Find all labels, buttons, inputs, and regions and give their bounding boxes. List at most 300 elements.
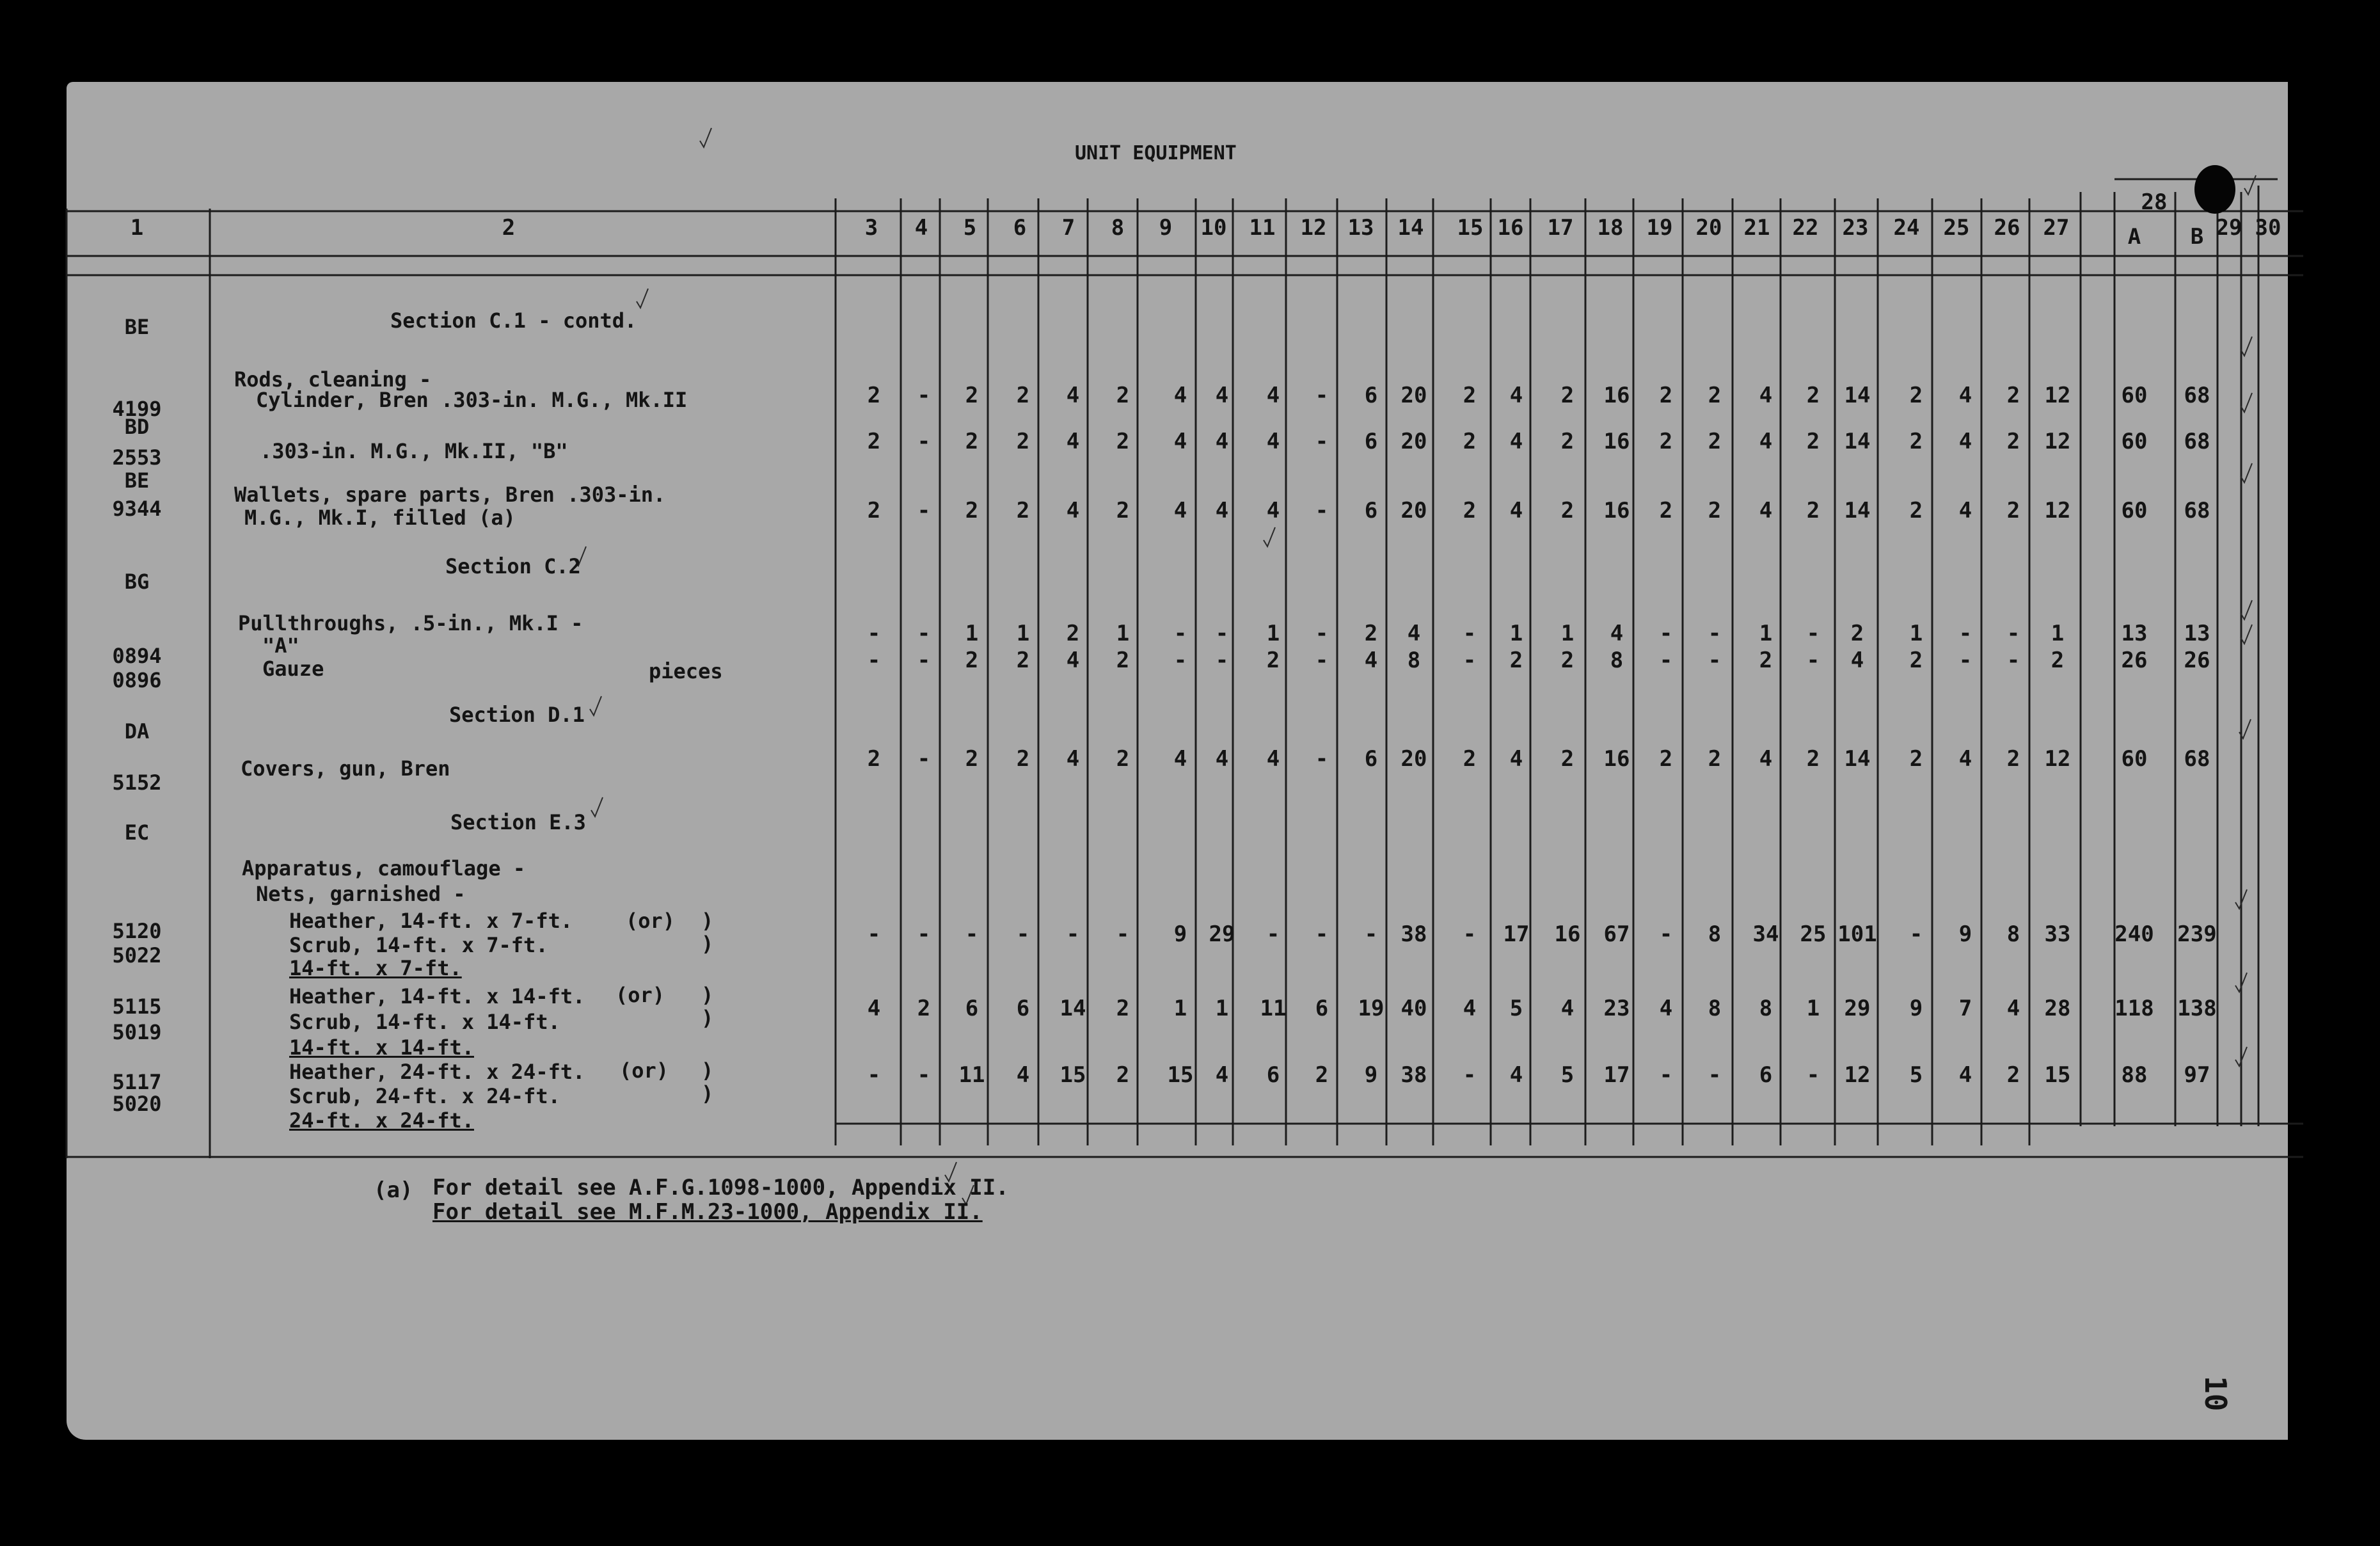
cell-value: 4 <box>1066 498 1080 523</box>
cell-value: 2 <box>1463 746 1477 772</box>
cell-value: - <box>2006 621 2020 646</box>
row-code: EC <box>124 820 150 845</box>
cell-value: 2 <box>2006 1062 2020 1088</box>
cell-value: 11 <box>958 1062 985 1088</box>
cell-value: 4 <box>1759 746 1773 772</box>
cell-value: - <box>1806 648 1820 673</box>
row-label: Apparatus, camouflage - <box>242 856 526 881</box>
column-header-28: 28 <box>2141 189 2168 215</box>
cell-value: 9 <box>1909 996 1923 1021</box>
cell-value: 2 <box>1806 498 1820 523</box>
cell-value: 5 <box>1509 996 1523 1021</box>
row-code: 5019 <box>112 1020 162 1044</box>
column-header-22: 22 <box>1792 215 1819 241</box>
row-code: 9344 <box>112 497 162 521</box>
cell-value: 2 <box>867 429 881 454</box>
cell-value: 11 <box>1260 996 1287 1021</box>
cell-value: 28 <box>2044 996 2071 1021</box>
row-label: 14-ft. x 7-ft. <box>289 956 462 980</box>
cell-value: 2 <box>1560 429 1575 454</box>
row-code: 2553 <box>112 445 162 470</box>
cell-value: - <box>1659 621 1673 646</box>
cell-value: 2 <box>1116 1062 1130 1088</box>
cell-value: 6 <box>1364 429 1378 454</box>
cell-value: 16 <box>1603 746 1630 772</box>
footnote-line-1: For detail see A.F.G.1098-1000, Appendix II. <box>432 1175 1009 1200</box>
row-label: M.G., Mk.I, filled (a) <box>244 506 516 530</box>
cell-value: 60 <box>2121 383 2148 408</box>
cell-value: 7 <box>1958 996 1972 1021</box>
cell-value: 14 <box>1844 429 1871 454</box>
cell-value: 2 <box>1909 383 1923 408</box>
cell-value: 17 <box>1603 1062 1630 1088</box>
cell-value: - <box>917 1062 931 1088</box>
row-code: BG <box>124 570 150 594</box>
cell-value: - <box>1266 921 1280 947</box>
cell-value: 2 <box>1708 746 1722 772</box>
cell-value: 4 <box>1958 1062 1972 1088</box>
row-code: 0896 <box>112 668 162 692</box>
cell-value: 2 <box>1116 996 1130 1021</box>
cell-value: 14 <box>1844 498 1871 523</box>
row-code: 5022 <box>112 943 162 968</box>
row-code: BE <box>124 468 150 493</box>
cell-value: 20 <box>1400 498 1427 523</box>
column-header-25: 25 <box>1943 215 1970 241</box>
row-code: BE <box>124 315 150 339</box>
column-header-23: 23 <box>1842 215 1869 241</box>
cell-value: 2 <box>1560 498 1575 523</box>
cell-value: 138 <box>2177 996 2217 1021</box>
cell-value: 2 <box>1463 429 1477 454</box>
cell-value: 17 <box>1503 921 1530 947</box>
row-label: Section E.3 <box>450 810 586 834</box>
cell-value: 26 <box>2184 648 2210 673</box>
column-header-9: 9 <box>1159 215 1173 241</box>
bracket: ) <box>701 1081 714 1106</box>
cell-value: 239 <box>2177 921 2217 947</box>
cell-value: - <box>917 921 931 947</box>
cell-value: 23 <box>1603 996 1630 1021</box>
cell-value: - <box>1016 921 1030 947</box>
cell-value: - <box>1708 1062 1722 1088</box>
cell-value: - <box>1659 921 1673 947</box>
cell-value: 8 <box>1708 996 1722 1021</box>
row-label: Cylinder, Bren .303-in. M.G., Mk.II <box>256 388 688 412</box>
cell-value: - <box>1215 621 1229 646</box>
cell-value: - <box>867 648 881 673</box>
cell-value: 4 <box>1659 996 1673 1021</box>
cell-value: 40 <box>1400 996 1427 1021</box>
cell-value: 4 <box>1463 996 1477 1021</box>
column-header-17: 17 <box>1547 215 1574 241</box>
row-label: Nets, garnished - <box>256 882 466 906</box>
cell-value: - <box>917 648 931 673</box>
cell-value: 33 <box>2044 921 2071 947</box>
cell-value: 2 <box>1266 648 1280 673</box>
cell-value: 4 <box>1759 383 1773 408</box>
cell-value: 4 <box>1509 498 1523 523</box>
cell-value: 2 <box>1850 621 1864 646</box>
cell-value: 4 <box>1266 498 1280 523</box>
cell-value: 2 <box>2006 746 2020 772</box>
bracket: ) <box>701 983 714 1007</box>
cell-value: 2 <box>965 746 979 772</box>
cell-value: 1 <box>1116 621 1130 646</box>
page-number: 10 <box>2198 1376 2233 1412</box>
cell-value: 4 <box>1958 383 1972 408</box>
row-label: Gauze <box>262 657 324 681</box>
cell-value: 19 <box>1358 996 1384 1021</box>
cell-value: 6 <box>1266 1062 1280 1088</box>
cell-value: 4 <box>1407 621 1421 646</box>
cell-value: - <box>1315 648 1329 673</box>
cell-value: 5 <box>1560 1062 1575 1088</box>
cell-value: 12 <box>1844 1062 1871 1088</box>
row-label: Covers, gun, Bren <box>241 756 450 781</box>
row-code: 4199 <box>112 397 162 421</box>
cell-value: 4 <box>1066 429 1080 454</box>
cell-value: 14 <box>1844 383 1871 408</box>
cell-value: 6 <box>1364 746 1378 772</box>
cell-value: 14 <box>1059 996 1086 1021</box>
cell-value: - <box>1659 648 1673 673</box>
cell-value: 60 <box>2121 429 2148 454</box>
cell-value: 9 <box>1958 921 1972 947</box>
or-marker: (or) <box>626 909 676 933</box>
row-label: Section D.1 <box>449 703 585 727</box>
cell-value: 20 <box>1400 746 1427 772</box>
row-code: 5120 <box>112 919 162 943</box>
column-header-28b: B <box>2190 224 2204 250</box>
cell-value: 16 <box>1554 921 1581 947</box>
cell-value: 2 <box>1659 383 1673 408</box>
cell-value: - <box>867 1062 881 1088</box>
cell-value: 2 <box>1909 746 1923 772</box>
cell-value: 12 <box>2044 746 2071 772</box>
cell-value: 6 <box>1759 1062 1773 1088</box>
cell-value: 2 <box>1116 746 1130 772</box>
cell-value: 4 <box>1958 498 1972 523</box>
footnote-line-2: For detail see M.F.M.23-1000, Appendix II. <box>432 1199 983 1225</box>
row-unit: pieces <box>649 659 723 683</box>
cell-value: 4 <box>1066 648 1080 673</box>
cell-value: 4 <box>1509 383 1523 408</box>
cell-value: 2 <box>2051 648 2065 673</box>
cell-value: 2 <box>1016 648 1030 673</box>
cell-value: 2 <box>1463 383 1477 408</box>
cell-value: 1 <box>1759 621 1773 646</box>
cell-value: 2 <box>1066 621 1080 646</box>
cell-value: 4 <box>1560 996 1575 1021</box>
cell-value: - <box>1315 746 1329 772</box>
cell-value: 29 <box>1209 921 1235 947</box>
cell-value: 2 <box>1659 746 1673 772</box>
cell-value: - <box>917 498 931 523</box>
cell-value: 25 <box>1800 921 1827 947</box>
cell-value: 6 <box>1315 996 1329 1021</box>
cell-value: 4 <box>1509 1062 1523 1088</box>
cell-value: 2 <box>867 746 881 772</box>
cell-value: 2 <box>1116 383 1130 408</box>
cell-value: 2 <box>965 648 979 673</box>
cell-value: 13 <box>2121 621 2148 646</box>
cell-value: 68 <box>2184 746 2210 772</box>
row-code: 0894 <box>112 644 162 668</box>
cell-value: 8 <box>1759 996 1773 1021</box>
cell-value: 2 <box>1116 498 1130 523</box>
cell-value: 4 <box>1509 429 1523 454</box>
cell-value: 2 <box>1315 1062 1329 1088</box>
cell-value: 13 <box>2184 621 2210 646</box>
cell-value: 67 <box>1603 921 1630 947</box>
cell-value: 60 <box>2121 746 2148 772</box>
column-header-29: 29 <box>2216 215 2242 241</box>
column-header-21: 21 <box>1743 215 1770 241</box>
cell-value: 2 <box>1909 648 1923 673</box>
cell-value: 4 <box>1958 746 1972 772</box>
column-header-26: 26 <box>1994 215 2020 241</box>
cell-value: - <box>1463 621 1477 646</box>
bracket: ) <box>701 1006 714 1030</box>
row-label: Scrub, 24-ft. x 24-ft. <box>289 1084 560 1108</box>
cell-value: 15 <box>2044 1062 2071 1088</box>
cell-value: 12 <box>2044 383 2071 408</box>
cell-value: 4 <box>1066 746 1080 772</box>
cell-value: 9 <box>1173 921 1187 947</box>
cell-value: 2 <box>1708 498 1722 523</box>
cell-value: - <box>1364 921 1378 947</box>
cell-value: 38 <box>1400 1062 1427 1088</box>
cell-value: 1 <box>965 621 979 646</box>
cell-value: 1 <box>1560 621 1575 646</box>
column-header-2: 2 <box>502 215 516 241</box>
or-marker: (or) <box>619 1058 669 1083</box>
cell-value: 2 <box>1364 621 1378 646</box>
cell-value: 8 <box>1708 921 1722 947</box>
cell-value: 2 <box>2006 429 2020 454</box>
column-header-8: 8 <box>1111 215 1125 241</box>
cell-value: 8 <box>1610 648 1624 673</box>
cell-value: 5 <box>1909 1062 1923 1088</box>
cell-value: 1 <box>1806 996 1820 1021</box>
cell-value: 4 <box>1215 746 1229 772</box>
cell-value: 6 <box>1364 383 1378 408</box>
cell-value: 2 <box>965 429 979 454</box>
column-header-24: 24 <box>1893 215 1920 241</box>
cell-value: - <box>1463 1062 1477 1088</box>
cell-value: 12 <box>2044 429 2071 454</box>
cell-value: 20 <box>1400 429 1427 454</box>
cell-value: - <box>1708 648 1722 673</box>
cell-value: - <box>2006 648 2020 673</box>
cell-value: - <box>1315 621 1329 646</box>
cell-value: 1 <box>1909 621 1923 646</box>
bracket: ) <box>701 932 714 956</box>
cell-value: 4 <box>867 996 881 1021</box>
column-header-4: 4 <box>914 215 928 241</box>
cell-value: 9 <box>1364 1062 1378 1088</box>
document-title: UNIT EQUIPMENT <box>1075 142 1237 164</box>
cell-value: 1 <box>1266 621 1280 646</box>
cell-value: - <box>867 921 881 947</box>
row-label: .303-in. M.G., Mk.II, "B" <box>260 439 568 463</box>
cell-value: 1 <box>1016 621 1030 646</box>
column-header-18: 18 <box>1597 215 1624 241</box>
column-header-13: 13 <box>1347 215 1374 241</box>
cell-value: 2 <box>1116 429 1130 454</box>
column-header-15: 15 <box>1457 215 1484 241</box>
cell-value: 2 <box>1659 498 1673 523</box>
cell-value: - <box>1173 648 1187 673</box>
cell-value: - <box>1215 648 1229 673</box>
bracket: ) <box>701 1058 714 1083</box>
row-label: Wallets, spare parts, Bren .303-in. <box>234 482 666 507</box>
cell-value: 2 <box>1806 429 1820 454</box>
cell-value: 2 <box>1560 746 1575 772</box>
cell-value: 1 <box>1173 996 1187 1021</box>
cell-value: 2 <box>1806 383 1820 408</box>
cell-value: 2 <box>1806 746 1820 772</box>
row-label: "A" <box>262 634 299 658</box>
row-code: 5152 <box>112 770 162 795</box>
cell-value: - <box>1315 498 1329 523</box>
column-header-30: 30 <box>2255 215 2281 241</box>
cell-value: 2 <box>2006 498 2020 523</box>
cell-value: 4 <box>1173 429 1187 454</box>
row-code: 5020 <box>112 1092 162 1116</box>
row-label: Heather, 24-ft. x 24-ft. <box>289 1060 585 1084</box>
cell-value: 1 <box>1215 996 1229 1021</box>
cell-value: 16 <box>1603 383 1630 408</box>
cell-value: 88 <box>2121 1062 2148 1088</box>
cell-value: 6 <box>965 996 979 1021</box>
cell-value: 4 <box>1509 746 1523 772</box>
column-header-5: 5 <box>963 215 977 241</box>
column-header-11: 11 <box>1249 215 1276 241</box>
cell-value: 15 <box>1167 1062 1194 1088</box>
column-header-20: 20 <box>1695 215 1722 241</box>
cell-value: 4 <box>1266 429 1280 454</box>
cell-value: 2 <box>1016 746 1030 772</box>
cell-value: 16 <box>1603 429 1630 454</box>
cell-value: - <box>1958 621 1972 646</box>
cell-value: 1 <box>1509 621 1523 646</box>
cell-value: - <box>917 429 931 454</box>
row-label: 14-ft. x 14-ft. <box>289 1035 474 1060</box>
cell-value: - <box>1463 921 1477 947</box>
row-label: Scrub, 14-ft. x 14-ft. <box>289 1010 560 1034</box>
cell-value: 29 <box>1844 996 1871 1021</box>
cell-value: - <box>917 621 931 646</box>
cell-value: 4 <box>1850 648 1864 673</box>
cell-value: - <box>1116 921 1130 947</box>
column-header-3: 3 <box>864 215 878 241</box>
row-label: Pullthroughs, .5-in., Mk.I - <box>238 611 583 635</box>
cell-value: 2 <box>1016 383 1030 408</box>
cell-value: 4 <box>1215 383 1229 408</box>
cell-value: 8 <box>1407 648 1421 673</box>
cell-value: 14 <box>1844 746 1871 772</box>
cell-value: 2 <box>2006 383 2020 408</box>
cell-value: 6 <box>1016 996 1030 1021</box>
cell-value: - <box>1659 1062 1673 1088</box>
cell-value: 15 <box>1059 1062 1086 1088</box>
cell-value: 2 <box>965 383 979 408</box>
row-label: Section C.2 <box>445 554 581 578</box>
column-header-14: 14 <box>1397 215 1424 241</box>
cell-value: - <box>1708 621 1722 646</box>
cell-value: 8 <box>2006 921 2020 947</box>
column-header-12: 12 <box>1300 215 1327 241</box>
column-header-6: 6 <box>1013 215 1027 241</box>
cell-value: 4 <box>1364 648 1378 673</box>
cell-value: - <box>1958 648 1972 673</box>
cell-value: 2 <box>1708 429 1722 454</box>
cell-value: 68 <box>2184 498 2210 523</box>
cell-value: 4 <box>1173 383 1187 408</box>
cell-value: 2 <box>1659 429 1673 454</box>
cell-value: 101 <box>1837 921 1877 947</box>
cell-value: 2 <box>1759 648 1773 673</box>
cell-value: 2 <box>1560 648 1575 673</box>
cell-value: 12 <box>2044 498 2071 523</box>
cell-value: 4 <box>2006 996 2020 1021</box>
cell-value: 2 <box>965 498 979 523</box>
cell-value: - <box>1173 621 1187 646</box>
cell-value: - <box>1315 429 1329 454</box>
cell-value: - <box>1806 1062 1820 1088</box>
cell-value: 16 <box>1603 498 1630 523</box>
cell-value: 2 <box>1560 383 1575 408</box>
cell-value: 4 <box>1610 621 1624 646</box>
or-marker: (or) <box>615 983 665 1007</box>
cell-value: 4 <box>1016 1062 1030 1088</box>
cell-value: 1 <box>2051 621 2065 646</box>
cell-value: - <box>917 383 931 408</box>
footnote-marker: (a) <box>374 1177 413 1203</box>
cell-value: 2 <box>1116 648 1130 673</box>
cell-value: 2 <box>1509 648 1523 673</box>
row-label: Heather, 14-ft. x 7-ft. <box>289 909 573 933</box>
cell-value: 2 <box>1909 498 1923 523</box>
column-header-19: 19 <box>1646 215 1673 241</box>
row-code: DA <box>124 719 150 744</box>
cell-value: - <box>965 921 979 947</box>
cell-value: 34 <box>1752 921 1779 947</box>
cell-value: 4 <box>1958 429 1972 454</box>
cell-value: 38 <box>1400 921 1427 947</box>
cell-value: 97 <box>2184 1062 2210 1088</box>
cell-value: - <box>1315 383 1329 408</box>
column-header-10: 10 <box>1200 215 1227 241</box>
row-code: 5115 <box>112 994 162 1019</box>
cell-value: 2 <box>1016 429 1030 454</box>
cell-value: - <box>1066 921 1080 947</box>
cell-value: 20 <box>1400 383 1427 408</box>
cell-value: 68 <box>2184 429 2210 454</box>
cell-value: 4 <box>1173 498 1187 523</box>
bracket: ) <box>701 909 714 933</box>
cell-value: 2 <box>867 498 881 523</box>
cell-value: 26 <box>2121 648 2148 673</box>
cell-value: 4 <box>1173 746 1187 772</box>
cell-value: 4 <box>1759 429 1773 454</box>
row-label: Section C.1 - contd. <box>390 308 637 333</box>
cell-value: - <box>1806 621 1820 646</box>
row-code: BD <box>124 415 150 439</box>
row-label: Scrub, 14-ft. x 7-ft. <box>289 933 548 957</box>
